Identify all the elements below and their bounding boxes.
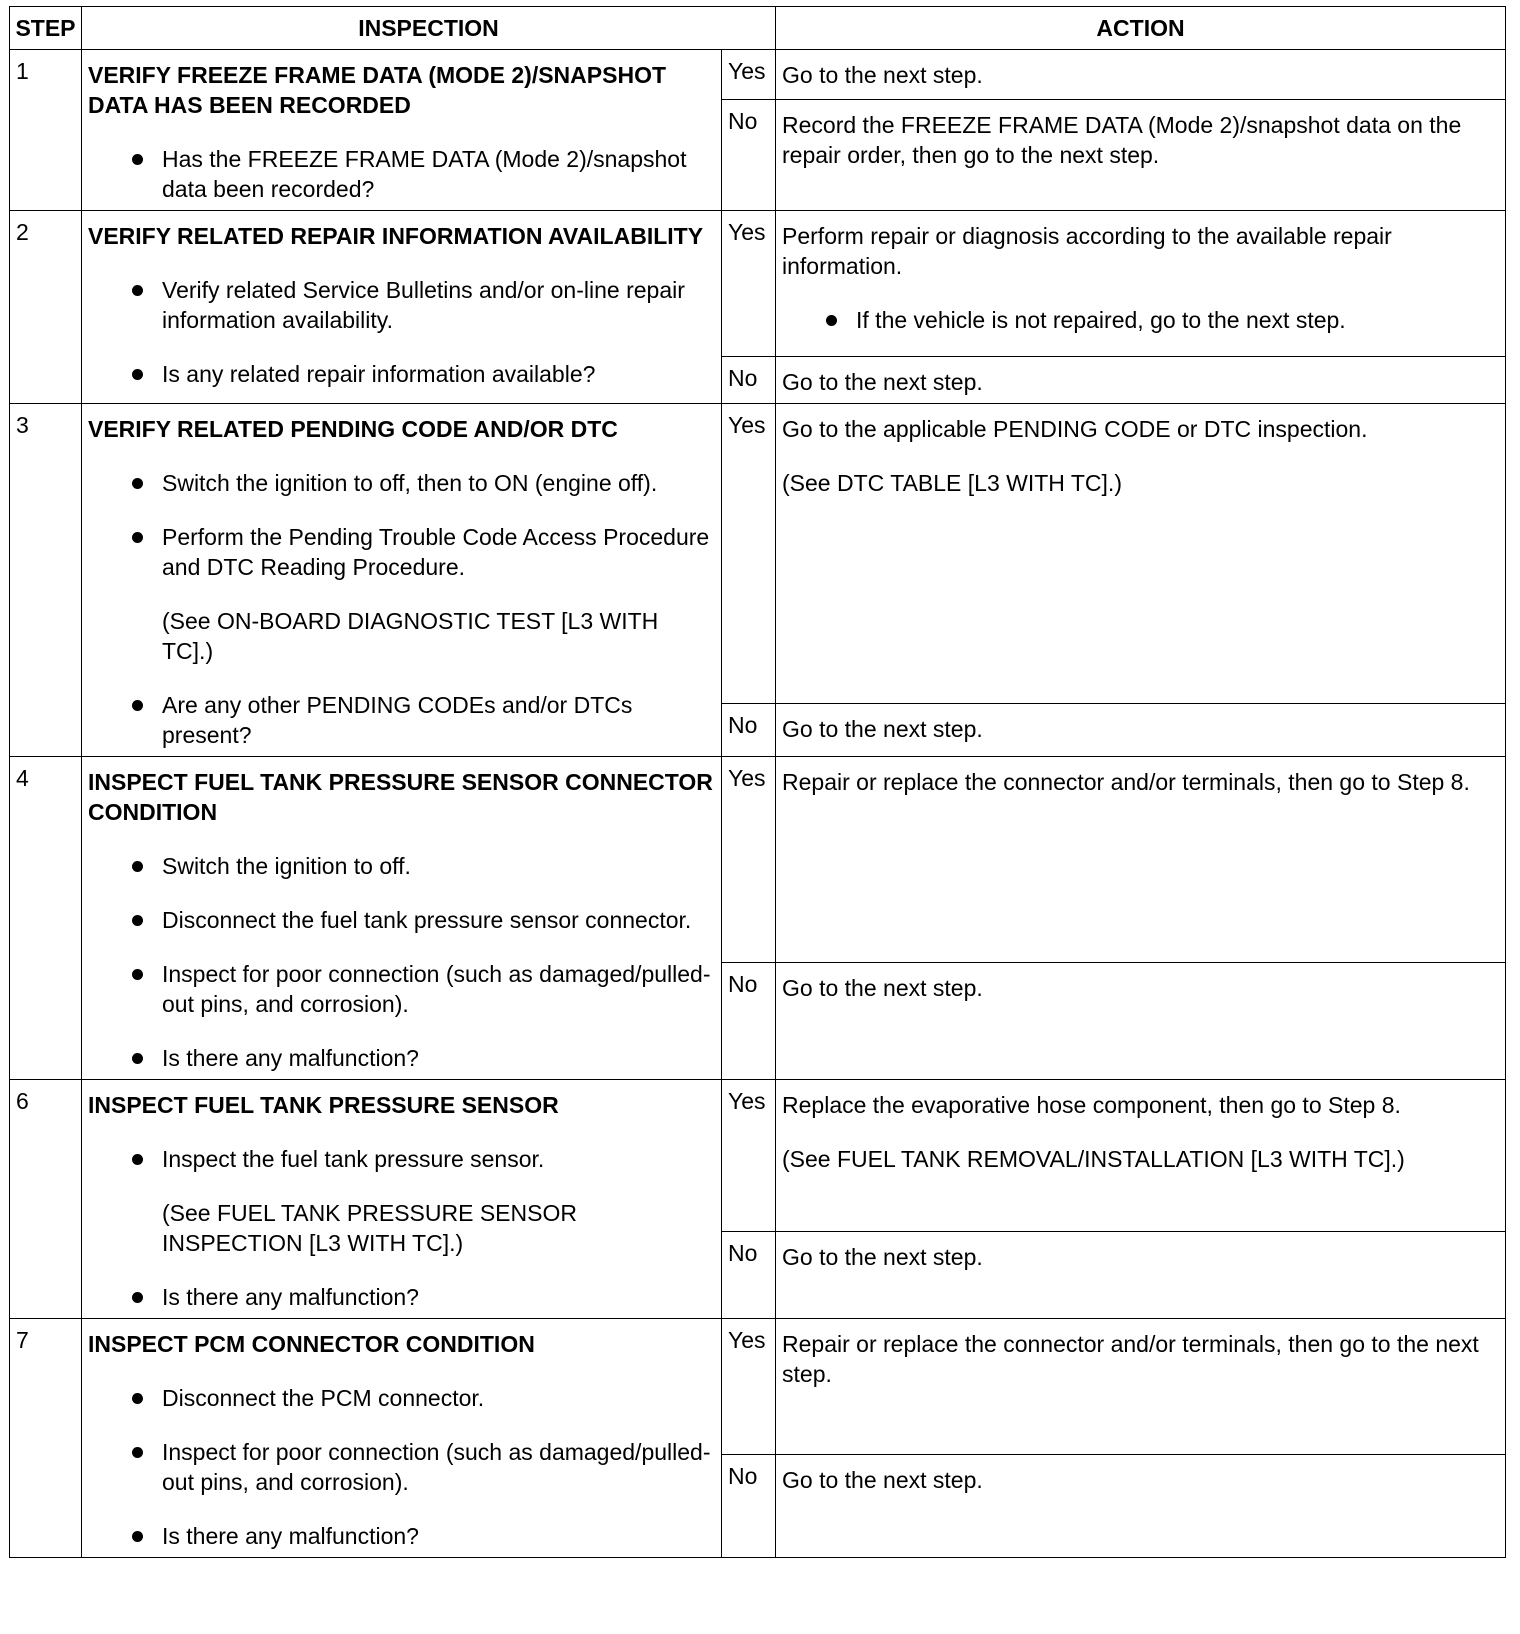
action-text: Repair or replace the connector and/or terminals, then go to Step 8.: [782, 769, 1470, 795]
inspection-bullet: Is any related repair information available?: [88, 359, 715, 389]
table-row: [10, 757, 1506, 963]
inspection-bullet: Verify related Service Bulletins and/or on-line repair information availability.: [88, 275, 715, 335]
inspection-bullet: Is there any malfunction?: [88, 1282, 715, 1312]
yes-action: [776, 1319, 1506, 1455]
no-label: No: [722, 1455, 776, 1558]
action-text: Go to the next step.: [782, 1244, 983, 1270]
table-row: [10, 211, 1506, 357]
step-number: 6: [10, 1080, 82, 1319]
step-number: 2: [10, 211, 82, 404]
inspection-reference: (See ON-BOARD DIAGNOSTIC TEST [L3 WITH TC].): [162, 608, 659, 664]
action-text: Go to the next step.: [782, 369, 983, 395]
step-title: INSPECT FUEL TANK PRESSURE SENSOR: [88, 1092, 559, 1118]
inspection-reference: (See FUEL TANK PRESSURE SENSOR INSPECTION [L3 WITH TC].): [162, 1200, 577, 1256]
yes-label: Yes: [722, 404, 776, 704]
no-action: [776, 1455, 1506, 1558]
inspection-bullet: Is there any malfunction?: [88, 1043, 715, 1073]
yes-label: Yes: [722, 757, 776, 963]
inspection-bullet: Has the FREEZE FRAME DATA (Mode 2)/snapshot data been recorded?: [88, 144, 715, 204]
inspection-bullet: Are any other PENDING CODEs and/or DTCs present?: [88, 690, 715, 750]
table-body: [10, 50, 1506, 1558]
diagnostic-procedure: [9, 6, 1506, 1558]
action-text: Go to the next step.: [782, 62, 983, 88]
yes-action: [776, 757, 1506, 963]
inspection-bullet: Inspect the fuel tank pressure sensor.: [88, 1144, 715, 1174]
action-bullet: If the vehicle is not repaired, go to the next step.: [782, 305, 1499, 335]
action-reference: (See FUEL TANK REMOVAL/INSTALLATION [L3 WITH TC].): [782, 1146, 1405, 1172]
inspection-table: [9, 6, 1506, 1558]
table-row: [10, 1319, 1506, 1455]
step-title: VERIFY RELATED PENDING CODE AND/OR DTC: [88, 416, 618, 442]
action-reference: (See DTC TABLE [L3 WITH TC].): [782, 470, 1122, 496]
header-inspection: INSPECTION: [82, 7, 776, 50]
step-title: INSPECT FUEL TANK PRESSURE SENSOR CONNECTOR CONDITION: [88, 769, 713, 825]
yes-action: [776, 50, 1506, 100]
inspection-cell: [82, 1080, 722, 1319]
yes-action: [776, 1080, 1506, 1232]
no-action: [776, 357, 1506, 404]
action-text: Record the FREEZE FRAME DATA (Mode 2)/snapshot data on the repair order, then go to the next step.: [782, 112, 1462, 168]
no-label: No: [722, 963, 776, 1080]
inspection-bullet: Inspect for poor connection (such as damaged/pulled-out pins, and corrosion).: [88, 959, 715, 1019]
action-text: Perform repair or diagnosis according to the available repair information.: [782, 223, 1392, 279]
yes-label: Yes: [722, 1319, 776, 1455]
no-label: No: [722, 357, 776, 404]
inspection-bullet: Disconnect the PCM connector.: [88, 1383, 715, 1413]
no-action: [776, 100, 1506, 211]
inspection-bullet: Perform the Pending Trouble Code Access Procedure and DTC Reading Procedure.: [88, 522, 715, 582]
step-number: 4: [10, 757, 82, 1080]
yes-label: Yes: [722, 1080, 776, 1232]
inspection-bullet: Switch the ignition to off, then to ON (engine off).: [88, 468, 715, 498]
table-header-row: [10, 7, 1506, 50]
table-row: [10, 404, 1506, 704]
no-label: No: [722, 100, 776, 211]
inspection-bullet: Disconnect the fuel tank pressure sensor connector.: [88, 905, 715, 935]
no-action: [776, 1232, 1506, 1319]
step-title: VERIFY RELATED REPAIR INFORMATION AVAILABILITY: [88, 223, 704, 249]
no-action: [776, 963, 1506, 1080]
action-text: Go to the next step.: [782, 1467, 983, 1493]
action-text: Go to the next step.: [782, 716, 983, 742]
inspection-cell: [82, 757, 722, 1080]
step-number: 7: [10, 1319, 82, 1558]
action-text: Go to the next step.: [782, 975, 983, 1001]
inspection-cell: [82, 404, 722, 757]
action-text: Go to the applicable PENDING CODE or DTC inspection.: [782, 416, 1368, 442]
step-title: INSPECT PCM CONNECTOR CONDITION: [88, 1331, 535, 1357]
inspection-bullet: Inspect for poor connection (such as damaged/pulled-out pins, and corrosion).: [88, 1437, 715, 1497]
table-row: [10, 1080, 1506, 1232]
inspection-cell: [82, 1319, 722, 1558]
header-action: ACTION: [776, 7, 1506, 50]
inspection-cell: [82, 211, 722, 404]
step-number: 3: [10, 404, 82, 757]
yes-action: [776, 211, 1506, 357]
yes-action: [776, 404, 1506, 704]
action-text: Replace the evaporative hose component, then go to Step 8.: [782, 1092, 1401, 1118]
inspection-bullet: Is there any malfunction?: [88, 1521, 715, 1551]
step-number: 1: [10, 50, 82, 211]
inspection-bullet: Switch the ignition to off.: [88, 851, 715, 881]
no-action: [776, 704, 1506, 757]
table-row: [10, 50, 1506, 100]
yes-label: Yes: [722, 211, 776, 357]
yes-label: Yes: [722, 50, 776, 100]
step-title: VERIFY FREEZE FRAME DATA (MODE 2)/SNAPSHOT DATA HAS BEEN RECORDED: [88, 62, 667, 118]
no-label: No: [722, 1232, 776, 1319]
action-text: Repair or replace the connector and/or terminals, then go to the next step.: [782, 1331, 1479, 1387]
inspection-cell: [82, 50, 722, 211]
header-step: STEP: [10, 7, 82, 50]
no-label: No: [722, 704, 776, 757]
